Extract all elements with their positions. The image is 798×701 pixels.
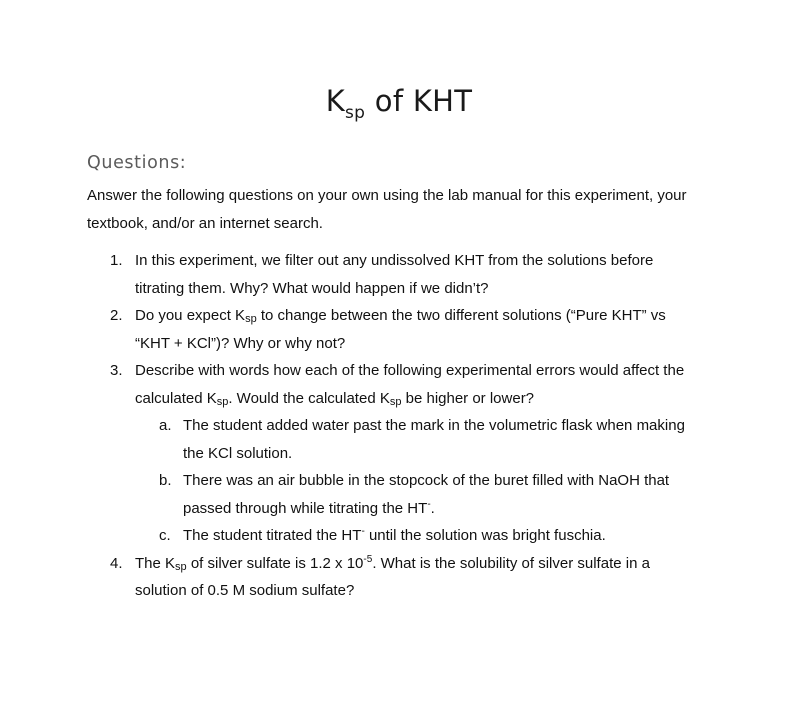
title-rest: of KHT (365, 84, 473, 118)
subscript: sp (389, 395, 402, 408)
superscript: - (361, 526, 365, 537)
question-text-part: to change between the two different solutions (“Pure KHT” vs “KHT + KCl”)? Why or why not? (135, 307, 666, 352)
sub-question-text: The student added water past the mark in the volumetric flask when making the KCl solution. (183, 417, 685, 462)
question-text-part: Do you expect K (135, 307, 246, 324)
question-number: 4. (110, 554, 123, 572)
sub-question-letter: a. (159, 417, 172, 434)
sub-question-b (135, 467, 705, 522)
section-heading: Questions: (87, 153, 187, 173)
title-main: K (325, 84, 346, 118)
question-text-part: Describe with words how each of the following experimental errors would affect the calculated K (135, 362, 685, 407)
sub-question-text-part: There was an air bubble in the stopcock of the buret filled with NaOH that passed through while titrating the HT (183, 472, 670, 517)
sub-question-c (135, 522, 705, 550)
question-text: In this experiment, we filter out any undissolved KHT from the solutions before titrating them. Why? What would happen if we didn’t? (135, 252, 654, 297)
question-number: 1. (110, 252, 123, 269)
question-text-part: be higher or lower? (401, 389, 535, 407)
title-subscript: sp (345, 103, 366, 123)
sub-question-letter: b. (159, 472, 172, 489)
superscript: -5 (363, 553, 373, 565)
question-number: 3. (110, 362, 123, 379)
question-list (87, 247, 727, 605)
page-title (0, 78, 798, 124)
document-body (87, 182, 727, 605)
subscript: sp (245, 313, 257, 325)
question-item-3 (87, 357, 695, 550)
question-item-4 (87, 550, 695, 605)
subscript: sp (216, 395, 229, 408)
sub-question-letter: c. (159, 527, 171, 544)
sub-question-a (135, 412, 705, 467)
question-number: 2. (110, 307, 123, 324)
sub-question-text-part: until the solution was bright fuschia. (364, 527, 606, 544)
question-text-part: . What is the solubility of silver sulfate in a solution of 0.5 M sodium sulfate? (135, 554, 650, 599)
intro-paragraph: Answer the following questions on your own using the lab manual for this experiment, your textbook, and/or an internet search. (87, 187, 687, 232)
question-item-2 (87, 302, 695, 357)
sub-question-text-part: . (430, 499, 435, 517)
sub-question-list (135, 412, 695, 550)
superscript: - (427, 498, 431, 510)
question-item-1 (87, 247, 695, 302)
sub-question-text-part: The student titrated the HT (183, 527, 362, 544)
question-text-part: of silver sulfate is 1.2 x 10 (186, 554, 364, 572)
question-text-part: The K (135, 554, 176, 572)
question-text-part: . Would the calculated K (228, 389, 390, 407)
subscript: sp (175, 560, 187, 573)
